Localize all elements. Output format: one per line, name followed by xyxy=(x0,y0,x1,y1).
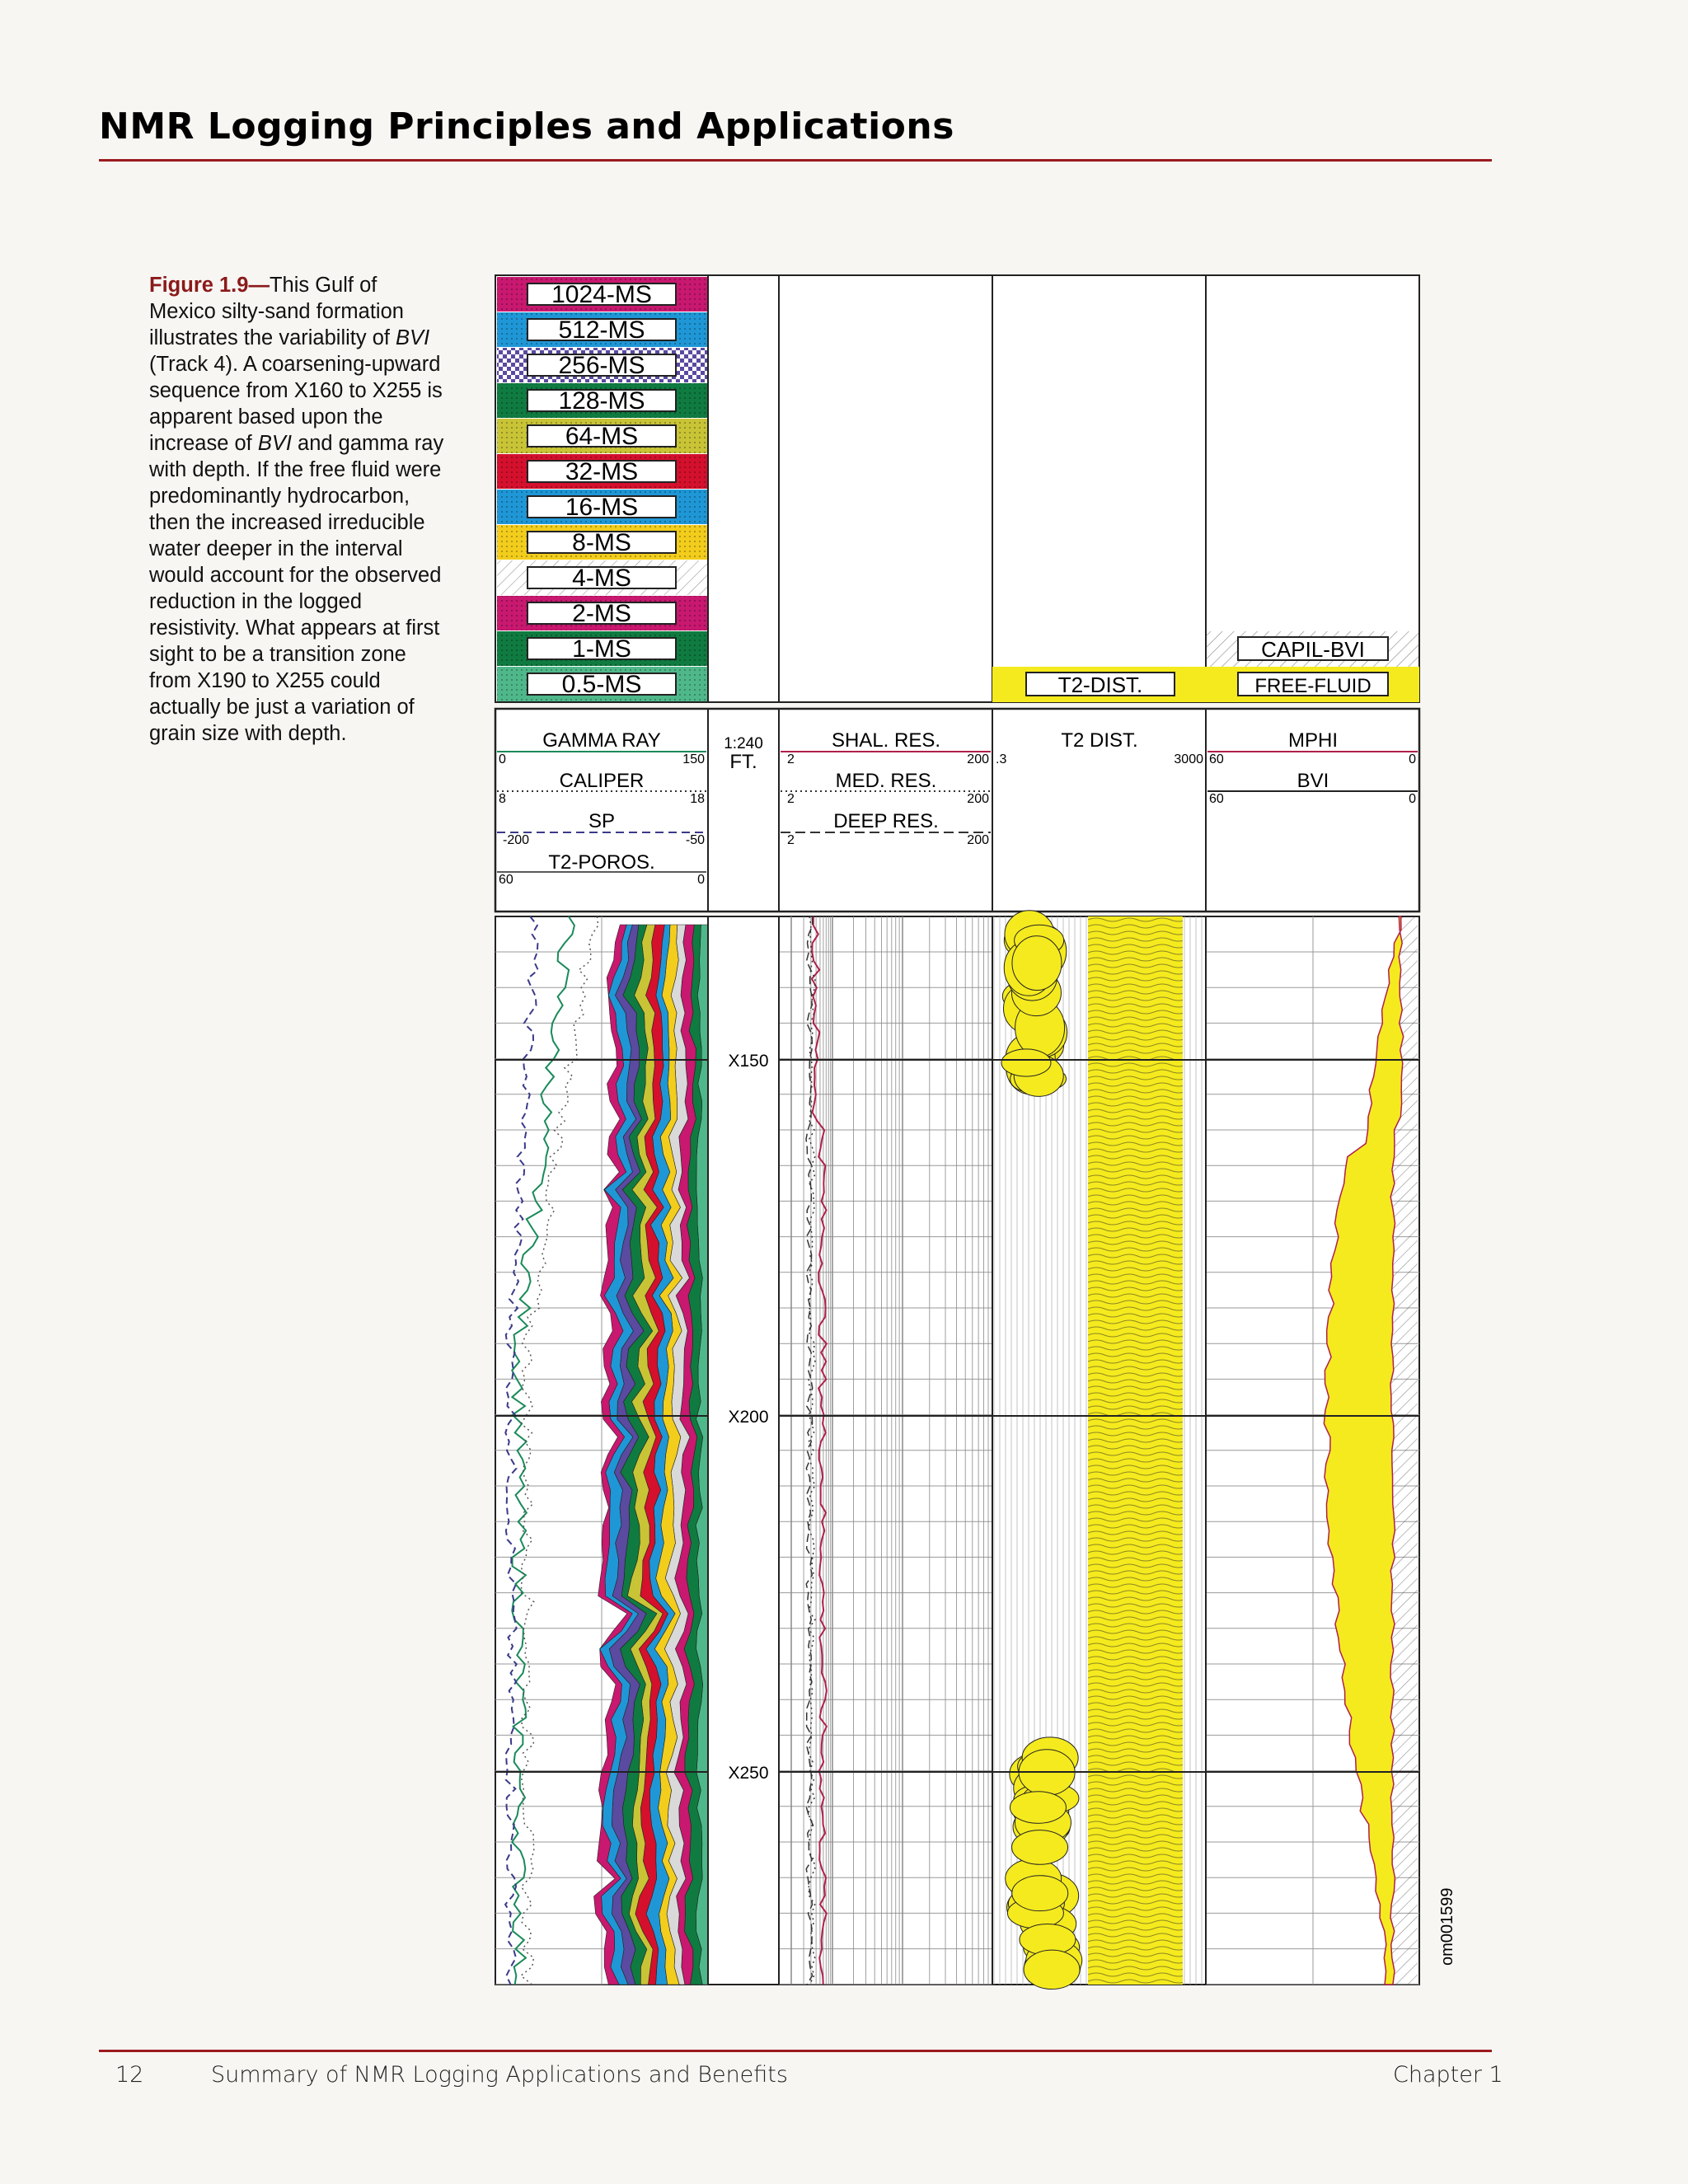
legend-t2-dist-label: T2-DIST. xyxy=(1057,673,1143,697)
depth-marker-label: X200 xyxy=(728,1408,769,1427)
mphi-min: 60 xyxy=(1209,752,1224,766)
t2-waveform xyxy=(1001,1049,1051,1076)
legend-bin-label: 128-MS xyxy=(558,387,645,415)
t2-bin-distribution-fill xyxy=(594,925,708,1985)
gamma-ray-min: 0 xyxy=(499,752,506,766)
depth-scale: 1:240 xyxy=(724,735,763,752)
t2-poros-label: T2-POROS. xyxy=(548,851,655,874)
figure-caption-label: Figure 1.9— xyxy=(149,274,270,297)
footer-rule xyxy=(99,2050,1492,2052)
bvi-max: 0 xyxy=(1409,792,1416,806)
t2-waveform xyxy=(1024,1950,1080,1989)
shal-res-max: 200 xyxy=(967,752,989,766)
caption-text-segment: and gamma ray with depth. If the free fluid were predominantly hydrocarbon, then the increased irreducible water deeper in the interval would account for the observed reduction in the logged resistivity. What appears at first sight to be a transition zone from X190 to X255 could actually be just a variation of grain size with depth. xyxy=(149,432,444,745)
legend-capil-bvi xyxy=(1206,631,1419,667)
track-header xyxy=(495,709,1419,912)
depth-unit: FT. xyxy=(729,751,757,773)
page-title: NMR Logging Principles and Applications xyxy=(99,105,954,148)
legend-bin xyxy=(497,667,707,701)
legend-bin xyxy=(497,596,707,630)
t2-dist-max: 3000 xyxy=(1174,752,1203,766)
legend-t2-dist xyxy=(992,667,1206,702)
legend-panel xyxy=(495,275,1419,702)
shal-res-label: SHAL. RES. xyxy=(831,729,941,752)
t2-waveform xyxy=(1012,1830,1068,1865)
t2-poros-max: 0 xyxy=(697,873,705,887)
deep-res-label: DEEP RES. xyxy=(833,810,939,832)
deep-res-max: 200 xyxy=(967,833,989,847)
mphi-max: 0 xyxy=(1409,752,1416,766)
legend-bin xyxy=(497,525,707,560)
sp-min: -200 xyxy=(503,833,530,847)
deep-res-min: 2 xyxy=(787,833,795,847)
legend-bin xyxy=(497,277,707,312)
med-res-min: 2 xyxy=(787,792,795,806)
sp-max: -50 xyxy=(685,833,705,847)
legend-bin-label: 16-MS xyxy=(565,494,639,521)
depth-marker-label: X150 xyxy=(728,1052,769,1071)
gamma-ray-max: 150 xyxy=(682,752,705,766)
legend-bin-label: 2-MS xyxy=(572,600,631,627)
legend-bin-label: 0.5-MS xyxy=(561,671,642,698)
t2-poros-min: 60 xyxy=(499,873,513,887)
legend-bin xyxy=(497,490,707,524)
t2-waveform xyxy=(1012,936,1062,991)
legend-bin-label: 512-MS xyxy=(558,316,645,344)
legend-bin xyxy=(497,348,707,382)
caption-italic-term: BVI xyxy=(396,326,430,349)
caliper-label: CALIPER xyxy=(559,770,645,792)
t2-waveform xyxy=(1012,1876,1068,1911)
mphi-label: MPHI xyxy=(1288,729,1338,752)
caption-text-segment: (Track 4). A coarsening-upward sequence from X160 to X255 is apparent based upon the increase of xyxy=(149,353,443,455)
legend-bin-label: 1-MS xyxy=(572,635,631,663)
legend-free-fluid xyxy=(1206,667,1419,702)
sp-label: SP xyxy=(588,810,616,832)
legend-bin-label: 1024-MS xyxy=(551,281,652,308)
log-body xyxy=(495,911,1419,1990)
t2-waveform xyxy=(1010,1792,1066,1824)
bvi-min: 60 xyxy=(1209,792,1224,806)
depth-marker-label: X250 xyxy=(728,1764,769,1783)
bvi-label: BVI xyxy=(1296,770,1329,792)
med-res-max: 200 xyxy=(967,792,989,806)
footer-page-number: 12 xyxy=(115,2062,144,2088)
t2-dist-label: T2 DIST. xyxy=(1061,729,1138,752)
shal-res-min: 2 xyxy=(787,752,795,766)
legend-bin-label: 256-MS xyxy=(558,352,645,379)
legend-bin-label: 4-MS xyxy=(572,565,631,592)
legend-bin xyxy=(497,454,707,489)
caliper-max: 18 xyxy=(690,792,705,806)
caption-italic-term: BVI xyxy=(257,432,292,455)
med-res-label: MED. RES. xyxy=(835,770,937,792)
legend-bin xyxy=(497,419,707,453)
t2-dist-min: .3 xyxy=(996,752,1007,766)
caption-text-segment: This Gulf of Mexico silty-sand formation illustrates the variability of xyxy=(149,274,404,349)
caliper-min: 8 xyxy=(499,792,506,806)
t2-main-band-lines xyxy=(1088,916,1183,1985)
footer-section: Summary of NMR Logging Applications and Benefits xyxy=(211,2062,788,2088)
legend-bin xyxy=(497,312,707,347)
footer-chapter: Chapter 1 xyxy=(1393,2062,1503,2088)
legend-bin xyxy=(497,560,707,595)
figure-id: om001599 xyxy=(1438,1887,1456,1966)
legend-bin xyxy=(497,383,707,418)
legend-bin-label: 8-MS xyxy=(572,529,631,556)
legend-bin-label: 64-MS xyxy=(565,423,639,450)
legend-free-fluid-label: FREE-FLUID xyxy=(1254,675,1372,697)
legend-bin xyxy=(497,631,707,666)
gamma-ray-label: GAMMA RAY xyxy=(542,729,661,752)
legend-bin-label: 32-MS xyxy=(565,458,639,485)
legend-capil-bvi-label: CAPIL-BVI xyxy=(1261,637,1365,662)
